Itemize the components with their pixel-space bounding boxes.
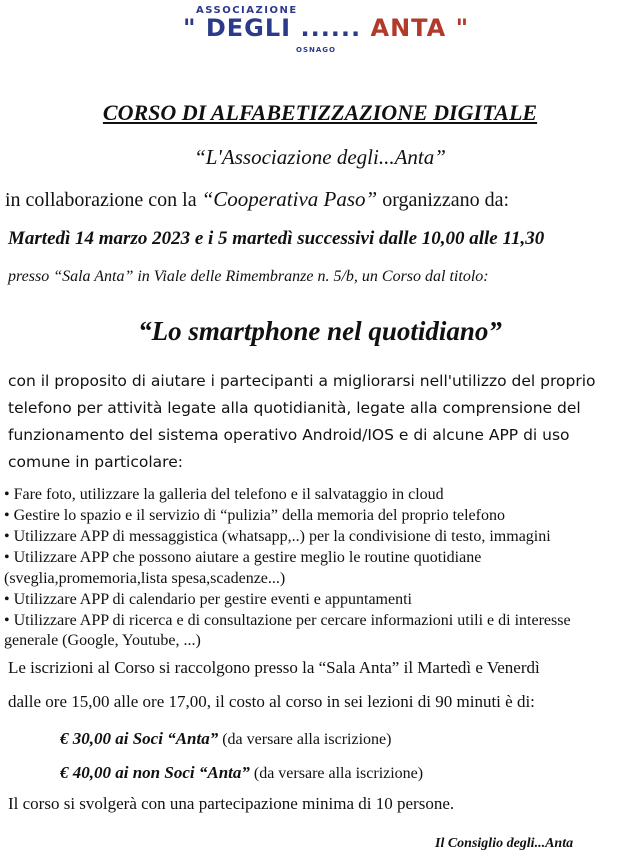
bullet-item: • Utilizzare APP che possono aiutare a gestire meglio le routine quotidiane — [4, 549, 482, 566]
registration-line: Le iscrizioni al Corso si raccolgono presso la “Sala Anta” il Martedì e Venerdì — [8, 658, 540, 677]
price-members-note: (da versare alla iscrizione) — [218, 731, 392, 748]
price-members-amount: € 30,00 ai Soci “Anta” — [60, 729, 219, 748]
minimum-participants: Il corso si svolgerà con una partecipazione minima di 10 persone. — [8, 794, 455, 813]
purpose-line: comune in particolare: — [8, 453, 183, 471]
bullet-item: • Utilizzare APP di ricerca e di consultazione per cercare informazioni utili e di interesse — [4, 612, 571, 629]
purpose-line: con il proposito di aiutare i partecipanti a migliorarsi nell'utilizzo del proprio — [8, 372, 596, 390]
logo-main-text — [183, 14, 469, 42]
course-date: Martedì 14 marzo 2023 e i 5 martedì successivi dalle 10,00 alle 11,30 — [8, 228, 545, 249]
registration-line: dalle ore 15,00 alle ore 17,00, il costo al corso in sei lezioni di 90 minuti è di: — [8, 692, 535, 711]
logo-top-text: ASSOCIAZIONE — [196, 5, 298, 16]
price-members — [60, 729, 391, 749]
logo-anta: ANTA " — [361, 14, 470, 42]
logo-dots: ...... — [300, 14, 362, 42]
price-non-members — [60, 763, 423, 783]
bullet-item-continuation: generale (Google, Youtube, ...) — [4, 632, 201, 649]
price-non-members-amount: € 40,00 ai non Soci “Anta” — [60, 763, 250, 782]
cooperative-name: “Cooperativa Paso” — [201, 187, 378, 211]
collab-pre: in collaborazione con la — [5, 189, 202, 211]
bullet-item-continuation: (sveglia,promemoria,lista spesa,scadenze...) — [4, 570, 286, 587]
collab-post: organizzano da: — [377, 189, 509, 211]
course-place: presso “Sala Anta” in Viale delle Rimembranze n. 5/b, un Corso dal titolo: — [8, 268, 489, 285]
price-non-members-note: (da versare alla iscrizione) — [249, 765, 424, 782]
page-title: CORSO DI ALFABETIZZAZIONE DIGITALE — [102, 100, 538, 125]
association-name: “L'Associazione degli...Anta” — [194, 145, 446, 169]
bullet-item: • Utilizzare APP di messaggistica (whatsapp,..) per la condivisione di testo, immagini — [4, 528, 551, 545]
collaboration-line — [5, 187, 509, 212]
signature: Il Consiglio degli...Anta — [435, 836, 574, 851]
bullet-item: • Fare foto, utilizzare la galleria del telefono e il salvataggio in cloud — [4, 486, 444, 503]
logo-degli: " DEGLI — [183, 14, 301, 42]
course-title: “Lo smartphone nel quotidiano” — [138, 316, 502, 346]
bullet-item: • Utilizzare APP di calendario per gestire eventi e appuntamenti — [4, 591, 412, 608]
purpose-line: telefono per attività legate alla quotidianità, legate alla comprensione del — [8, 399, 581, 417]
bullet-item: • Gestire lo spazio e il servizio di “pulizia” della memoria del proprio telefono — [4, 507, 505, 524]
logo-bottom-text: OSNAGO — [296, 46, 336, 54]
purpose-line: funzionamento del sistema operativo Android/IOS e di alcune APP di uso — [8, 426, 570, 444]
